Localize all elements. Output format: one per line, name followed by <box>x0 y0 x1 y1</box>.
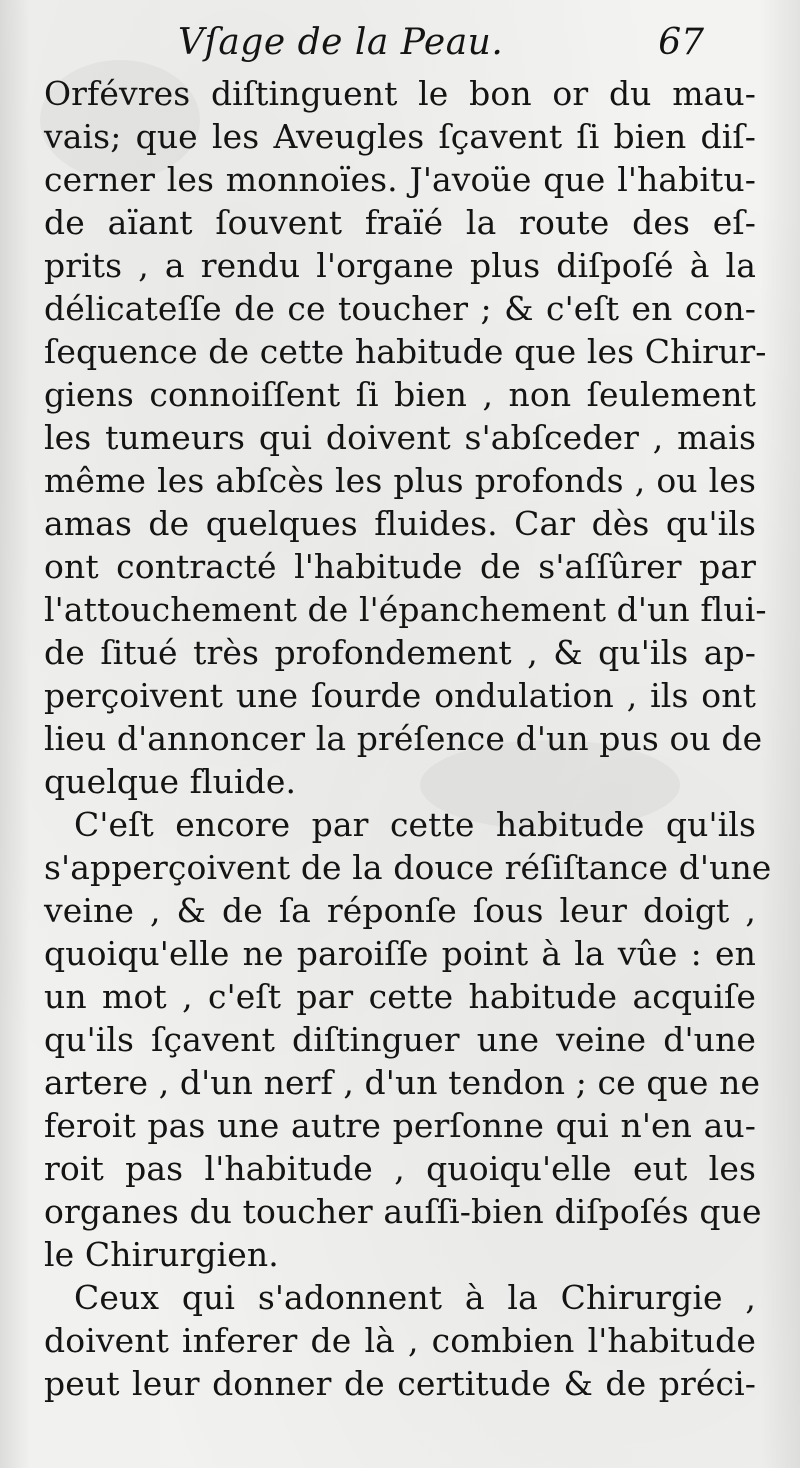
page-number: 67 <box>658 22 704 63</box>
text-line: doivent inferer de là , combien l'habitude <box>44 1321 756 1360</box>
text-line: les tumeurs qui doivent s'abſceder , mais <box>44 418 756 457</box>
text-line: quoiqu'elle ne paroiſſe point à la vûe : en <box>44 934 756 973</box>
text-line: délicateſſe de ce toucher ; & c'eſt en con- <box>44 289 756 328</box>
text-line: veine , & de ſa réponſe ſous leur doigt , <box>44 891 756 930</box>
text-line: organes du toucher auſſi-bien diſpoſés que <box>44 1192 762 1231</box>
paragraph-start-line: C'eſt encore par cette habitude qu'ils <box>74 805 756 844</box>
text-line: de aïant ſouvent fraïé la route des eſ- <box>44 203 756 242</box>
text-line: l'attouchement de l'épanchement d'un flui- <box>44 590 767 629</box>
page-header <box>44 14 756 72</box>
text-line: Orfévres diſtinguent le bon or du mau- <box>44 74 756 113</box>
text-line: même les abſcès les plus profonds , ou les <box>44 461 756 500</box>
text-line: ont contracté l'habitude de s'aſſûrer par <box>44 547 756 586</box>
paragraph-start-line: Ceux qui s'adonnent à la Chirurgie , <box>74 1278 756 1317</box>
text-line: giens connoiſſent ſi bien , non ſeulement <box>44 375 756 414</box>
running-title: Vſage de la Peau. <box>178 22 504 63</box>
text-line: artere , d'un nerf , d'un tendon ; ce que ne <box>44 1063 761 1102</box>
paragraph-end-line: quelque fluide. <box>44 762 297 801</box>
text-line: s'apperçoivent de la douce réſiſtance d'une <box>44 848 772 887</box>
text-line: prits , a rendu l'organe plus diſpoſé à la <box>44 246 756 285</box>
text-line: feroit pas une autre perſonne qui n'en au- <box>44 1106 756 1145</box>
paragraph-end-line: le Chirurgien. <box>44 1235 279 1274</box>
text-line: ſequence de cette habitude que les Chirur- <box>44 332 767 371</box>
text-line: amas de quelques fluides. Car dès qu'ils <box>44 504 756 543</box>
text-line: cerner les monnoïes. J'avoüe que l'habitu- <box>44 160 756 199</box>
text-line: peut leur donner de certitude & de préci- <box>44 1364 756 1403</box>
text-line: perçoivent une ſourde ondulation , ils ont <box>44 676 756 715</box>
text-line: de ſitué très profondement , & qu'ils ap- <box>44 633 756 672</box>
text-line: un mot , c'eſt par cette habitude acquiſe <box>44 977 756 1016</box>
text-line: roit pas l'habitude , quoiqu'elle eut les <box>44 1149 756 1188</box>
page-text <box>44 14 772 1405</box>
text-line: qu'ils ſçavent diſtinguer une veine d'une <box>44 1020 756 1059</box>
text-line: lieu d'annoncer la préſence d'un pus ou de <box>44 719 763 758</box>
text-line: vais; que les Aveugles ſçavent ſi bien diſ- <box>44 117 756 156</box>
